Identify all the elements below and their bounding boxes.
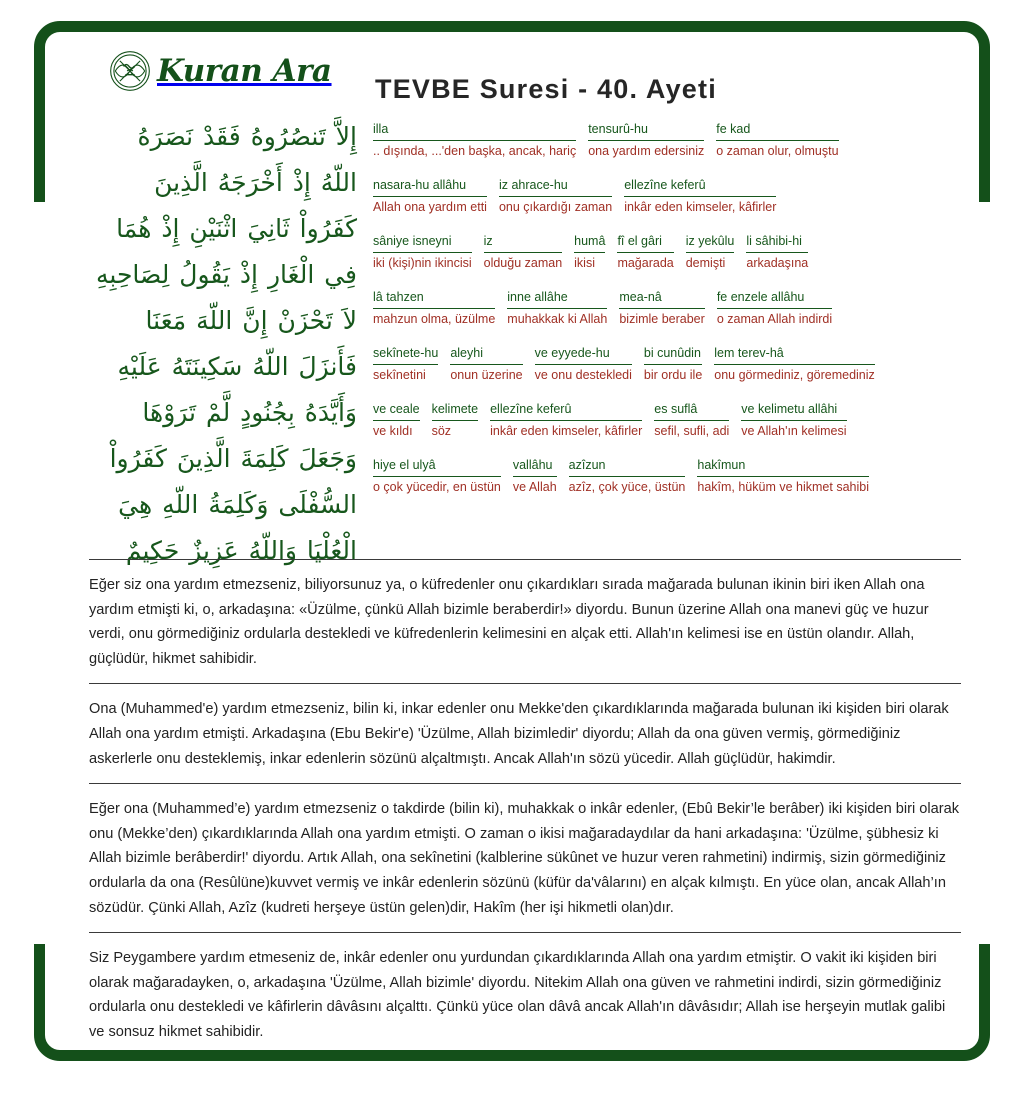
word-meaning: ve Allah'ın kelimesi [741, 424, 847, 438]
word-transliteration: mea-nâ [619, 290, 704, 309]
translations-list [89, 559, 961, 1057]
word-cell[interactable] [373, 122, 581, 159]
arabic-verse-line: فَأَنزَلَ اللّهُ سَكِينَتَهُ عَلَيْهِ [117, 352, 357, 381]
translation-block [89, 933, 961, 1056]
word-cell[interactable] [716, 122, 843, 159]
word-transliteration: lem terev-hâ [714, 346, 875, 365]
word-by-word-table [373, 122, 943, 514]
word-transliteration: nasara-hu allâhu [373, 178, 487, 197]
page-header [45, 32, 979, 110]
word-meaning: ikisi [574, 256, 595, 270]
word-cell[interactable] [569, 458, 691, 495]
word-cell[interactable] [373, 402, 425, 439]
word-meaning: ve Allah [512, 480, 557, 494]
word-row [373, 346, 943, 383]
word-meaning: inkâr eden kimseler, kâfirler [490, 424, 643, 438]
word-transliteration: tensurû-hu [588, 122, 704, 141]
word-cell[interactable] [746, 234, 813, 271]
translation-block [89, 560, 961, 683]
word-transliteration: azîzun [569, 458, 686, 477]
word-meaning: inkâr eden kimseler, kâfirler [624, 200, 777, 214]
word-meaning: .. dışında, ...'den başka, ancak, hariç [373, 144, 577, 158]
word-transliteration: sekînete-hu [373, 346, 438, 365]
word-transliteration: iz [484, 234, 563, 253]
quran-emblem-icon [107, 48, 153, 94]
translation-text: Siz Peygambere yardım etmeseniz de, inkâr edenler onu yurdundan çıkardıklarında Allah ona yardım etmiştir. O vakit iki kişiden biri olarak mağaradayken, o, arkadaşına 'Üzülme, Allah bizimle' diyordu. Nitekim Allah ona güven ve rahmetini indirdi, sizin görmediğiniz ordularla onu destekledi ve kâfirlerin dâvâsını alçalttı. Çünkü yüce olan dâvâ ancak Allah'ın dâvâsıdır; Allah ise herşeyin mutlak galibi ve sonsuz hikmet sahibidir. [89, 950, 946, 1040]
word-meaning: mahzun olma, üzülme [373, 312, 496, 326]
word-cell[interactable] [697, 458, 874, 495]
word-transliteration: fe kad [716, 122, 838, 141]
word-transliteration: kelimete [432, 402, 479, 421]
word-meaning: bizimle beraber [619, 312, 705, 326]
word-meaning: demişti [685, 256, 726, 270]
word-transliteration: iz yekûlu [686, 234, 735, 253]
word-transliteration: aleyhi [450, 346, 522, 365]
word-row [373, 234, 943, 271]
word-cell[interactable] [373, 290, 500, 327]
word-cell[interactable] [619, 290, 709, 327]
translation-block [89, 684, 961, 783]
word-cell[interactable] [484, 234, 568, 271]
word-transliteration: fî el gâri [617, 234, 673, 253]
word-meaning: o çok yücedir, en üstün [373, 480, 501, 494]
word-transliteration: li sâhibi-hi [746, 234, 808, 253]
translation-text: Eğer ona (Muhammed’e) yardım etmezseniz o takdirde (bilin ki), muhakkak o inkâr edenler, (Ebû Bekir’le berâber) iki kişiden biri olarak onu (Mekke’den) çıkardıklarında Allah ona yardım etmişti. O zaman o ikisi mağaradaydılar da hani arkadaşına: 'Üzülme, şübhesiz ki Allah bizimle berâberdir!' diyordu. Artık Allah, ona sekînetini (kalblerine sükûnet ve huzur veren rahmetini) indirmiş, sizin görmediğiniz ordularla da ona (Resûlüne)kuvvet vermiş ve inkâr edenlerin sözünü (küfür da'vâlarını) en alçak kılmıştı. En yüce olan, ancak Allah’ın sözüdür. Çünki Allah, Azîz (kudreti herşeye üstün gelen)dir, Hakîm (her işi hikmetli olan)dır. [89, 801, 960, 916]
translation-text: Eğer siz ona yardım etmezseniz, biliyorsunuz ya, o küfredenler onu çıkardıkları sırada mağarada bulunan ikinin biri iken Allah ona yardım etmişti ki, o, arkadaşına: «Üzülme, çünkü Allah bizimle beraberdir!» diyordu. Bunun üzerine Allah ona manevi güç ve huzur verdi, onu görmediğiniz ordularla destekledi ve küfredenlerin kelimesini en alçak etti. Allah'ın kelimesi ise en üstün olandır. Allah, güçlüdür, hikmet sahibidir. [89, 577, 929, 667]
site-logo-text: Kuran Ara [157, 52, 332, 89]
word-meaning: sekînetini [373, 368, 426, 382]
word-transliteration: iz ahrace-hu [499, 178, 612, 197]
translation-text: Ona (Muhammed'e) yardım etmezseniz, bilin ki, inkar edenler onu Mekke'den çıkardıklarında mağarada bulunan iki kişiden biri olarak Allah ona yardım etmişti. Arkadaşına (Ebu Bekir'e) 'Üzülme, Allah bizimledir' diyordu; Allah da ona güven vermiş, görmediğiniz askerlerle onu desteklemiş, inkar edenlerin sözünü alçaltmıştı. Ancak Allah'ın sözü yücedir. Allah güçlüdür, hakimdir. [89, 701, 949, 767]
word-meaning: muhakkak ki Allah [507, 312, 608, 326]
word-cell[interactable] [490, 402, 647, 439]
word-cell[interactable] [617, 234, 678, 271]
word-meaning: ve onu destekledi [534, 368, 632, 382]
word-cell[interactable] [499, 178, 617, 215]
word-row [373, 402, 943, 439]
word-cell[interactable] [373, 346, 443, 383]
word-meaning: ve kıldı [373, 424, 413, 438]
word-meaning: hakîm, hüküm ve hikmet sahibi [697, 480, 869, 494]
word-transliteration: bi cunûdin [644, 346, 702, 365]
word-transliteration: inne allâhe [507, 290, 607, 309]
word-cell[interactable] [373, 178, 492, 215]
word-cell[interactable] [717, 290, 837, 327]
word-transliteration: fe enzele allâhu [717, 290, 832, 309]
word-cell[interactable] [507, 290, 612, 327]
arabic-verse-line: فِي الْغَارِ إِذْ يَقُولُ لِصَاحِبِهِ [96, 260, 357, 289]
word-cell[interactable] [535, 346, 637, 383]
translation-block [89, 784, 961, 932]
word-meaning: onu görmediniz, göremediniz [714, 368, 875, 382]
word-cell[interactable] [588, 122, 709, 159]
word-meaning: bir ordu ile [643, 368, 703, 382]
arabic-verse-text [71, 114, 359, 574]
word-meaning: onun üzerine [450, 368, 523, 382]
word-meaning: olduğu zaman [483, 256, 563, 270]
word-cell[interactable] [432, 402, 484, 439]
word-transliteration: ve eyyede-hu [535, 346, 632, 365]
arabic-verse-line: لاَ تَحْزَنْ إِنَّ اللّهَ مَعَنَا [145, 306, 357, 335]
arabic-verse-line: الْعُلْيَا وَاللّهُ عَزِيزٌ حَكِيمٌ [125, 536, 357, 565]
site-logo[interactable] [107, 48, 332, 94]
arabic-verse-line: إِلاَّ تَنصُرُوهُ فَقَدْ نَصَرَهُ [137, 122, 357, 151]
word-row [373, 178, 943, 215]
word-transliteration: ve ceale [373, 402, 420, 421]
word-transliteration: humâ [574, 234, 605, 253]
word-meaning: o zaman olur, olmuştu [716, 144, 839, 158]
word-transliteration: vallâhu [513, 458, 557, 477]
arabic-verse-line: السُّفْلَى وَكَلِمَةُ اللّهِ هِيَ [118, 490, 357, 519]
arabic-verse-line: وَأَيَّدَهُ بِجُنُودٍ لَّمْ تَرَوْهَا [142, 398, 357, 427]
word-meaning: iki (kişi)nin ikincisi [373, 256, 472, 270]
word-meaning: onu çıkardığı zaman [498, 200, 613, 214]
arabic-verse-line: اللّهُ إِذْ أَخْرَجَهُ الَّذِينَ [154, 168, 357, 197]
word-cell[interactable] [686, 234, 740, 271]
word-meaning: ona yardım edersiniz [588, 144, 705, 158]
word-row [373, 458, 943, 495]
word-transliteration: es suflâ [654, 402, 729, 421]
word-cell[interactable] [714, 346, 880, 383]
page-title: TEVBE Suresi - 40. Ayeti [375, 74, 717, 105]
word-cell[interactable] [624, 178, 781, 215]
word-cell[interactable] [513, 458, 562, 495]
word-transliteration: hiye el ulyâ [373, 458, 501, 477]
word-transliteration: illa [373, 122, 576, 141]
word-transliteration: hakîmun [697, 458, 869, 477]
word-meaning: Allah ona yardım etti [373, 200, 487, 214]
word-meaning: mağarada [617, 256, 674, 270]
word-row [373, 290, 943, 327]
word-cell[interactable] [373, 458, 506, 495]
word-transliteration: sâniye isneyni [373, 234, 472, 253]
word-row [373, 122, 943, 159]
word-transliteration: ve kelimetu allâhi [741, 402, 846, 421]
word-cell[interactable] [574, 234, 610, 271]
word-meaning: azîz, çok yüce, üstün [568, 480, 686, 494]
word-transliteration: ellezîne keferû [624, 178, 776, 197]
word-meaning: o zaman Allah indirdi [716, 312, 833, 326]
word-cell[interactable] [644, 346, 707, 383]
word-meaning: arkadaşına [746, 256, 809, 270]
word-cell[interactable] [654, 402, 734, 439]
word-meaning: sefil, sufli, adi [654, 424, 730, 438]
word-transliteration: ellezîne keferû [490, 402, 642, 421]
word-cell[interactable] [373, 234, 477, 271]
arabic-verse-line: وَجَعَلَ كَلِمَةَ الَّذِينَ كَفَرُواْ [109, 444, 357, 473]
word-transliteration: lâ tahzen [373, 290, 495, 309]
word-meaning: söz [431, 424, 452, 438]
word-cell[interactable] [450, 346, 527, 383]
page-content [45, 32, 979, 1050]
word-cell[interactable] [741, 402, 851, 439]
arabic-verse-line: كَفَرُواْ ثَانِيَ اثْنَيْنِ إِذْ هُمَا [116, 214, 357, 243]
decorative-page-frame [34, 21, 990, 1061]
